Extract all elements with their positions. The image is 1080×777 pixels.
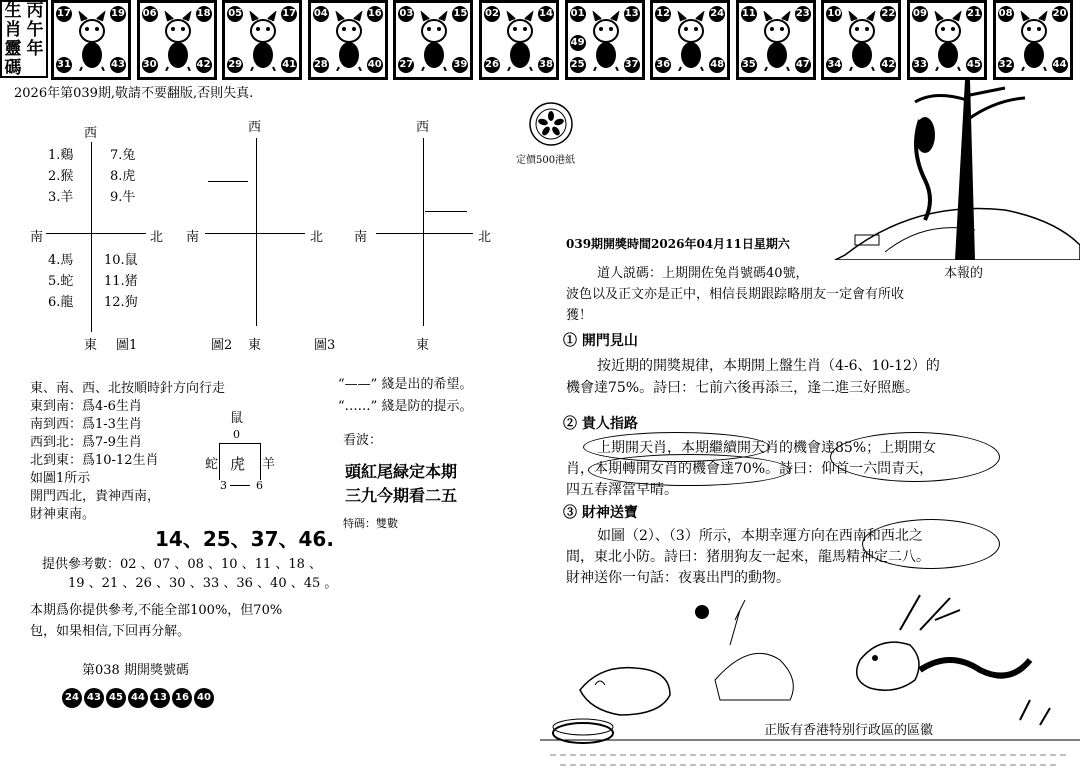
result-ball: 45 [106, 688, 126, 708]
rule-line: 南到西：爲1-3生肖 [30, 417, 142, 432]
special-code: 特碼：雙數 [343, 517, 398, 530]
west-label: 西 [248, 120, 262, 135]
zodiac-number: 04 [313, 6, 329, 22]
rule-line: 東、南、西、北按順時針方向行走 [30, 381, 226, 396]
goat-icon [669, 11, 713, 71]
figure-label: 圖3 [314, 338, 336, 353]
rule-line: 北到東：爲10-12生肖 [30, 453, 159, 468]
list-item: 1.鷄 [48, 148, 74, 163]
zodiac-number: 28 [313, 57, 329, 73]
result-ball: 44 [128, 688, 148, 708]
zodiac-cell [393, 0, 473, 80]
zodiac-number: 42 [880, 57, 896, 73]
north-label: 北 [478, 230, 492, 245]
legend-text: 綫是出的希望。 [381, 377, 473, 392]
zodiac-number: 01 [570, 6, 586, 22]
list-item: 12.狗 [104, 295, 138, 310]
rule-line: 財神東南。 [30, 507, 96, 522]
west-label: 西 [84, 126, 98, 141]
rule-line: 開門西北，貴神西南， [30, 489, 161, 504]
north-label: 北 [310, 230, 324, 245]
disclaimer-line: 包，如果相信,下回再分解。 [30, 624, 191, 639]
main-numbers: 14、25、37、46. [155, 527, 334, 551]
zodiac-number: 23 [795, 6, 811, 22]
highlight-line [208, 181, 248, 182]
zodiac-number: 30 [142, 57, 158, 73]
price-label: 定價500港紙 [516, 155, 576, 166]
mini-bottom-left: 3 [220, 479, 227, 492]
south-label: 南 [186, 230, 200, 245]
zodiac-number: 41 [281, 57, 297, 73]
title-char: 丙 [26, 1, 44, 21]
zodiac-list-right [110, 145, 135, 208]
zodiac-number: 22 [880, 6, 896, 22]
dragon-icon [412, 11, 456, 71]
zodiac-number: 29 [227, 57, 243, 73]
monkey-icon [755, 11, 799, 71]
reference-line: 19 、21 、26 、30 、33 、36 、40 、45 。 [68, 576, 338, 591]
zodiac-number: 08 [998, 6, 1014, 22]
intro-line-right: 本報的 [944, 266, 984, 281]
mini-top-label: 鼠 [230, 411, 244, 426]
zodiac-number: 05 [227, 6, 243, 22]
zodiac-number: 11 [741, 6, 757, 22]
intro-line: 獲！ [566, 308, 593, 323]
mini-bottom-right: 6 [256, 479, 263, 492]
zodiac-number: 06 [142, 6, 158, 22]
list-item: 11.猪 [104, 274, 138, 289]
zodiac-number: 34 [826, 57, 842, 73]
rule-line: 西到北：爲7-9生肖 [30, 435, 142, 450]
zodiac-number: 45 [966, 57, 982, 73]
compass-horizontal-line [46, 233, 146, 234]
zodiac-number: 14 [538, 6, 554, 22]
list-item: 6.龍 [48, 295, 74, 310]
zodiac-number: 19 [110, 6, 126, 22]
zodiac-number: 43 [110, 57, 126, 73]
zodiac-number: 13 [624, 6, 640, 22]
list-item: 4.馬 [48, 253, 74, 268]
landscape-illustration [540, 590, 1080, 777]
figure-label: 圖1 [116, 338, 138, 353]
zodiac-number: 39 [452, 57, 468, 73]
title-box [0, 0, 48, 78]
snake-icon [498, 11, 542, 71]
zodiac-number: 33 [912, 57, 928, 73]
intro-line: 波色以及正文亦是正中，相信長期跟踪略朋友一定會有所收 [566, 287, 905, 302]
last-draw-balls [62, 685, 216, 708]
west-label: 西 [416, 120, 430, 135]
title-char: 碼 [4, 58, 22, 78]
title-char: 靈 [4, 39, 22, 59]
result-ball: 13 [150, 688, 170, 708]
section-line: 間，東北小防。詩曰：猪朋狗友一起來，龍馬精神定二八。 [566, 549, 930, 565]
zodiac-number: 25 [570, 57, 586, 73]
highlight-line [425, 211, 467, 212]
zodiac-cell [650, 0, 730, 80]
section-line: 如圖（2）、（3）所示，本期幸運方向在西南和西北之 [597, 528, 923, 544]
zodiac-number: 17 [281, 6, 297, 22]
zodiac-number: 12 [655, 6, 671, 22]
tiger-icon [241, 11, 285, 71]
zodiac-number: 27 [398, 57, 414, 73]
zodiac-cell [51, 0, 131, 80]
legend-mark: “……” [338, 399, 378, 414]
east-label: 東 [84, 338, 98, 353]
zodiac-number: 10 [826, 6, 842, 22]
result-ball: 43 [84, 688, 104, 708]
section-title: ② 貴人指路 [563, 416, 638, 432]
zodiac-cell [907, 0, 987, 80]
section-line: 肖，本期轉開女肖的機會達70%。詩曰：仰首一六問青天， [566, 461, 934, 477]
intro-line: 道人説碼：上期開佐兔肖號碼40號， [597, 266, 809, 281]
north-label: 北 [150, 230, 164, 245]
zodiac-number: 49 [570, 35, 586, 51]
zodiac-cell [565, 0, 645, 80]
compass-vertical-line [423, 138, 424, 326]
zodiac-number: 15 [452, 6, 468, 22]
zodiac-header [0, 0, 1080, 80]
title-char: 生 [4, 1, 22, 21]
reference-line: 提供參考數：02 、07 、08 、10 、11 、18 、 [42, 557, 323, 572]
zodiac-cell [479, 0, 559, 80]
compass-vertical-line [91, 142, 92, 332]
mini-right-label: 羊 [262, 457, 276, 472]
figure-label: 圖2 [211, 338, 233, 353]
list-item: 7.兔 [110, 148, 136, 163]
list-item: 8.虎 [110, 169, 136, 184]
compass-horizontal-line [376, 233, 473, 234]
zodiac-number: 40 [367, 57, 383, 73]
highlight-circle [588, 454, 790, 486]
legend-mark: “——” [338, 377, 378, 392]
zodiac-cell [736, 0, 816, 80]
highlight-circle [830, 432, 1000, 482]
list-item: 2.猴 [48, 169, 74, 184]
zodiac-number: 35 [741, 57, 757, 73]
result-ball: 40 [194, 688, 214, 708]
south-label: 南 [30, 230, 44, 245]
title-char: 年 [26, 39, 44, 59]
section-line: 按近期的開獎規律，本期開上盤生肖（4-6、10-12）的 [597, 358, 940, 374]
list-item: 9.牛 [110, 190, 136, 205]
zodiac-list-right-2 [104, 250, 138, 313]
zodiac-number: 24 [709, 6, 725, 22]
rule-line: 東到南：爲4-6生肖 [30, 399, 142, 414]
result-ball: 24 [62, 688, 82, 708]
draw-info: 039期開獎時間2026年04月11日星期六 [566, 237, 790, 251]
rule-line: 如圖1所示 [30, 471, 91, 486]
zodiac-number: 32 [998, 57, 1014, 73]
tree-illustration [825, 80, 1080, 260]
zodiac-number: 47 [795, 57, 811, 73]
list-item: 10.鼠 [104, 253, 138, 268]
mini-left-label: 蛇 [205, 457, 219, 472]
zodiac-number: 21 [966, 6, 982, 22]
zodiac-cell [993, 0, 1073, 80]
compass-vertical-line [256, 138, 257, 326]
zodiac-cell [137, 0, 217, 80]
zodiac-number: 18 [196, 6, 212, 22]
ox-icon [156, 11, 200, 71]
result-ball: 16 [172, 688, 192, 708]
mini-top-num: 0 [233, 428, 240, 441]
zodiac-number: 20 [1052, 6, 1068, 22]
zodiac-number: 26 [484, 57, 500, 73]
rabbit-icon [327, 11, 371, 71]
zodiac-number: 02 [484, 6, 500, 22]
list-item: 3.羊 [48, 190, 74, 205]
title-char: 午 [26, 20, 44, 40]
last-draw-title: 第038 期開獎號碼 [82, 663, 189, 678]
section-title: ① 開門見山 [563, 333, 638, 349]
compass-horizontal-line [205, 233, 305, 234]
horse-icon [584, 11, 628, 71]
zodiac-list-left [48, 145, 73, 208]
list-item: 5.蛇 [48, 274, 74, 289]
south-label: 南 [354, 230, 368, 245]
zodiac-number: 44 [1052, 57, 1068, 73]
pig-icon [1012, 11, 1056, 71]
section-line: 上期開天肖，本期繼續開天肖的機會達85%；上期開女 [597, 440, 937, 456]
issue-line: 2026年第039期,敬請不要翻版,否則失真. [14, 86, 254, 101]
zodiac-cell [222, 0, 302, 80]
watch-label: 看波： [343, 433, 383, 448]
section-line: 四五春澤當早晴。 [566, 482, 678, 498]
zodiac-cell [821, 0, 901, 80]
mini-dash [230, 485, 250, 486]
zodiac-number: 31 [56, 57, 72, 73]
highlight-circle [862, 519, 1000, 569]
disclaimer-line: 本期爲你提供參考,不能全部100%，但70% [30, 603, 283, 618]
legend-text: 綫是防的提示。 [381, 399, 473, 414]
zodiac-list-left-2 [48, 250, 73, 313]
zodiac-number: 36 [655, 57, 671, 73]
hk-emblem-icon [527, 100, 575, 148]
section-line: 財神送你一句話：夜裏出門的動物。 [566, 570, 790, 586]
zodiac-number: 09 [912, 6, 928, 22]
section-title: ③ 財神送寶 [563, 505, 638, 521]
zodiac-number: 03 [398, 6, 414, 22]
zodiac-number: 16 [367, 6, 383, 22]
mini-center: 虎 [230, 455, 246, 473]
zodiac-number: 37 [624, 57, 640, 73]
watch-line: 三九今期看二五 [345, 486, 458, 505]
zodiac-number: 38 [538, 57, 554, 73]
east-label: 東 [248, 338, 262, 353]
dog-icon [926, 11, 970, 71]
footer-text: 正版有香港特别行政區的區徽 [764, 723, 934, 738]
zodiac-number: 48 [709, 57, 725, 73]
rat-icon [70, 11, 114, 71]
zodiac-number: 42 [196, 57, 212, 73]
section-line: 機會達75%。詩曰：七前六後再添三，逢二進三好照應。 [566, 380, 920, 396]
zodiac-number: 17 [56, 6, 72, 22]
title-char [24, 59, 46, 78]
rooster-icon [840, 11, 884, 71]
zodiac-cell [308, 0, 388, 80]
title-char: 肖 [4, 20, 22, 40]
east-label: 東 [416, 338, 430, 353]
watch-line: 頭紅尾緑定本期 [345, 462, 458, 481]
